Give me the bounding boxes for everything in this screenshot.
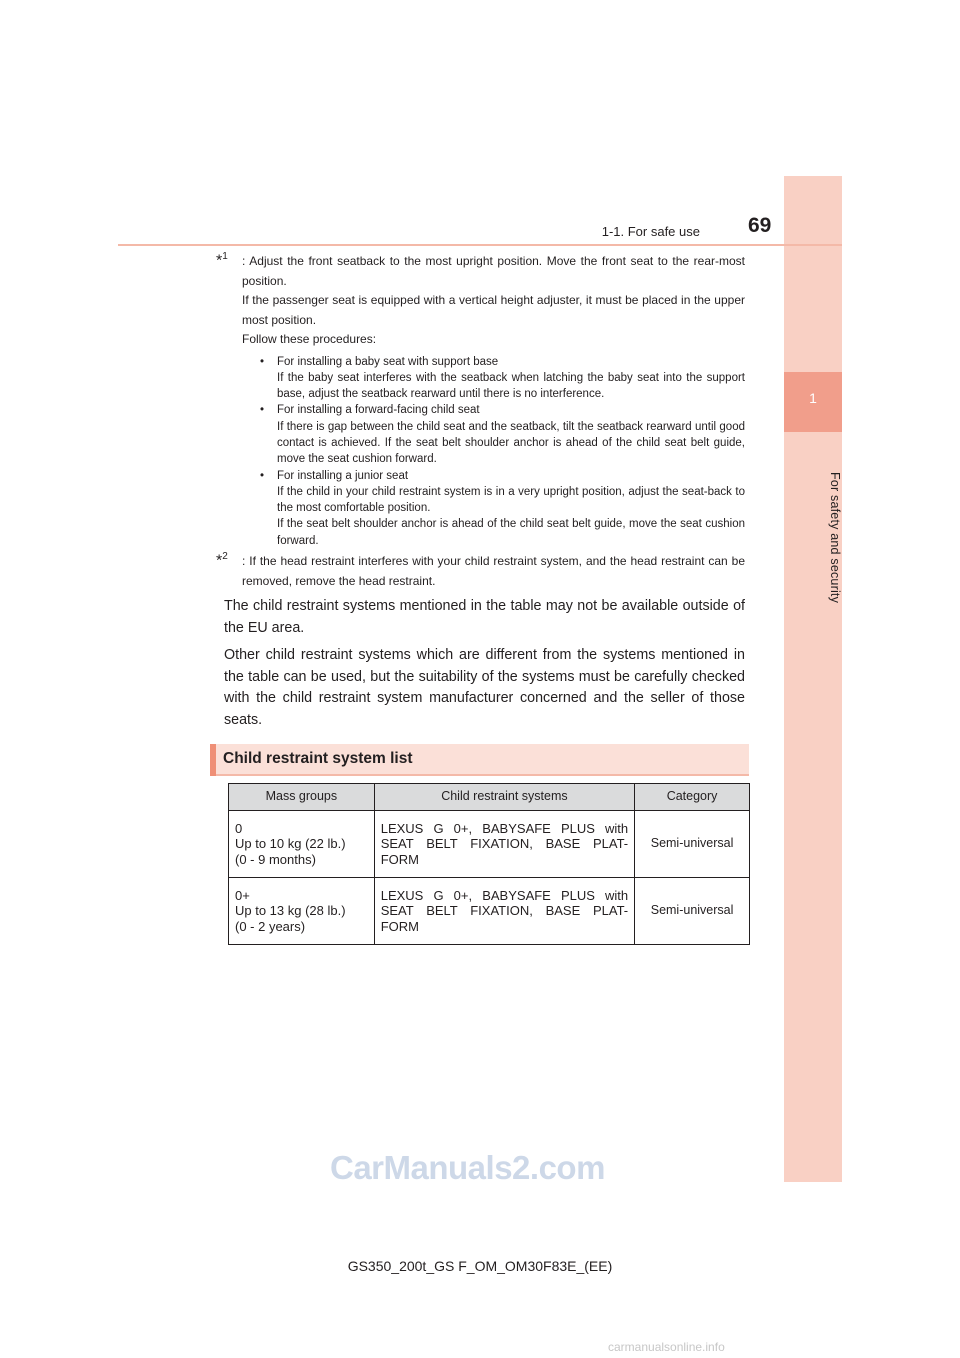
table-header-row (229, 784, 750, 811)
page-number: 69 (748, 214, 772, 237)
column-header-category: Category (635, 784, 750, 811)
system-cell: LEXUS G 0+, BABYSAFE PLUS with SEAT BELT FIXATION, BASE PLAT-FORM (374, 811, 634, 878)
header-rule (118, 244, 842, 246)
chapter-side-strip (784, 176, 842, 1182)
footnote-text: : Adjust the front seatback to the most upright position. Move the front seat to the rear-most position. (242, 254, 745, 288)
paragraph: The child restraint systems mentioned in the table may not be available outside of the EU area. (224, 598, 745, 636)
table-row (229, 878, 750, 945)
footnotes (216, 251, 745, 591)
footnote-text: If the passenger seat is equipped with a vertical height adjuster, it must be placed in the upper most position. (242, 293, 745, 327)
system-cell: LEXUS G 0+, BABYSAFE PLUS with SEAT BELT FIXATION, BASE PLAT-FORM (374, 878, 634, 945)
watermark: CarManuals2.com (330, 1149, 605, 1186)
category-cell: Semi-universal (635, 811, 750, 878)
column-header-system: Child restraint systems (374, 784, 634, 811)
section-title: 1-1. For safe use (601, 224, 700, 239)
mass-group-cell: 0 Up to 10 kg (22 lb.) (0 - 9 months) (229, 811, 375, 878)
section-heading (210, 744, 749, 776)
column-header-mass: Mass groups (229, 784, 375, 811)
child-restraint-table (228, 783, 750, 945)
watermark-url: carmanualsonline.info (608, 1340, 725, 1354)
section-heading-text: Child restraint system list (223, 750, 413, 767)
chapter-number: 1 (809, 390, 817, 406)
footnote-text: : If the head restraint interferes with your child restraint system, and the head restraint can be removed, remove the head restraint. (242, 554, 745, 588)
list-item: • For installing a baby seat with support base If the baby seat interferes with the seatback when latching the baby seat into the support base, adjust the seatback rearward until there is no interference. (260, 354, 745, 403)
list-item: • For installing a junior seat If the child in your child restraint system is in a very upright position, adjust the seat-back to the most comfortable position. If the seat belt shoulder anchor is ahead of the child seat belt guide, move the seat cushion forward. (260, 468, 745, 549)
footnote-2 (216, 551, 745, 591)
paragraph: Other child restraint systems which are different from the systems mentioned in the table can be used, but the suitability of the systems must be carefully checked with the child restraint system manufacturer concerned and the seller of those seats. (224, 647, 745, 728)
mass-group-cell: 0+ Up to 13 kg (28 lb.) (0 - 2 years) (229, 878, 375, 945)
body-text (224, 596, 745, 738)
list-item: • For installing a forward-facing child seat If there is gap between the child seat and the seatback, tilt the seatback rearward until good contact is achieved. If the seat belt shoulder anchor is ahead of the child seat belt guide, move the seat cushion forward. (260, 402, 745, 467)
footnote-marker: *$^1$ (216, 251, 228, 270)
document-code: GS350_200t_GS F_OM_OM30F83E_(EE) (347, 1258, 613, 1274)
footnote-marker: *$^2$ (216, 551, 228, 570)
category-cell: Semi-universal (635, 878, 750, 945)
table-row (229, 811, 750, 878)
chapter-title: For safety and security (828, 472, 842, 604)
procedure-list (242, 354, 745, 550)
footnote-text: Follow these procedures: (242, 332, 377, 346)
footnote-1 (216, 251, 745, 549)
